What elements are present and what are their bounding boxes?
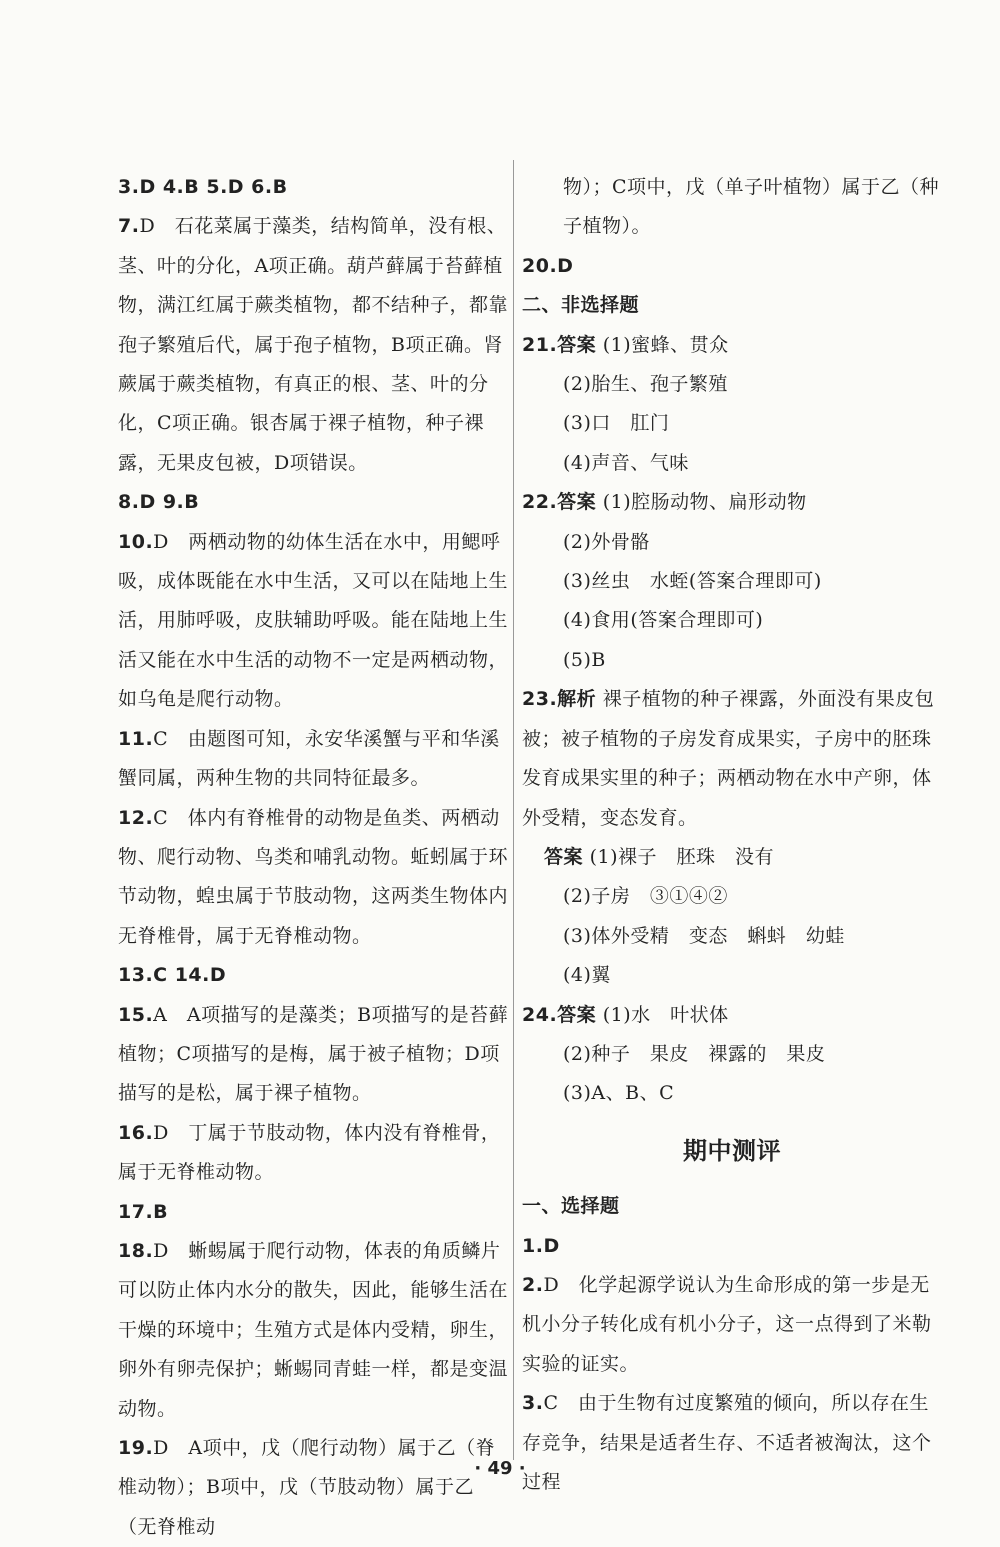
answer-line-3-6: 3.D 4.B 5.D 6.B [118,176,288,198]
answer-24: 24.答案 (1)水 叶状体 [522,1003,729,1026]
answer-20: 20.D [522,254,574,277]
answer-17: 17.B [118,1200,169,1223]
right-column [522,168,942,1502]
answer-22-line: (4)食用(答案合理即可) [563,609,764,632]
answer-21: 21.答案 (1)蜜蜂、贯众 [522,333,729,356]
left-column [118,168,510,1547]
midterm-answer-3: 3.C 由于生物有过度繁殖的倾向，所以存在生存竞争，结果是适者生存、不适者被淘汰，这个过程 [522,1392,932,1493]
section-non-choice: 二、非选择题 [522,294,640,317]
answer-19-continued: 物）；C项中，戊（单子叶植物）属于乙（种子植物）。 [563,176,940,238]
answer-15: 15.A A项描写的是藻类；B项描写的是苔藓植物；C项描写的是梅，属于被子植物；D项描写的是松，属于裸子植物。 [118,1003,509,1105]
answer-23-analysis: 23.解析 裸子植物的种子裸露，外面没有果皮包被；被子植物的子房发育成果实，子房中的胚珠发育成果实里的种子；两栖动物在水中产卵，体外受精，变态发育。 [522,688,935,829]
answer-19: 19.D A项中，戊（爬行动物）属于乙（脊椎动物）；B项中，戊（节肢动物）属于乙（无脊椎动 [118,1437,496,1538]
answer-23: 答案 (1)裸子 胚珠 没有 [544,845,774,868]
answer-line-8-9: 8.D 9.B [118,491,200,514]
midterm-title: 期中测评 [683,1136,781,1165]
answer-24-line: (3)A、B、C [563,1082,675,1105]
answer-22-line: (3)丝虫 水蛭(答案合理即可) [563,570,822,593]
midterm-answer-1: 1.D [522,1234,560,1257]
answer-21-line: (4)声音、气味 [563,451,689,474]
answer-16: 16.D 丁属于节肢动物，体内没有脊椎骨，属于无脊椎动物。 [118,1121,501,1184]
answer-23-line: (4)翼 [563,964,611,987]
section-choice: 一、选择题 [522,1195,620,1218]
answer-22-line: (2)外骨骼 [563,530,650,553]
page-number: · 49 · [474,1458,526,1479]
answer-12: 12.C 体内有脊椎骨的动物是鱼类、两栖动物、爬行动物、鸟类和哺乳动物。蚯蚓属于环节动物，蝗虫属于节肢动物，这两类生物体内无脊椎骨，属于无脊椎动物。 [118,806,509,947]
answer-22: 22.答案 (1)腔肠动物、扁形动物 [522,491,807,514]
answer-24-line: (2)种子 果皮 裸露的 果皮 [563,1042,826,1065]
answer-10: 10.D 两栖动物的幼体生活在水中，用鳃呼吸，成体既能在水中生活，又可以在陆地上生活，用肺呼吸，皮肤辅助呼吸。能在陆地上生活又能在水中生活的动物不一定是两栖动物，如乌龟是爬行动物。 [118,530,509,711]
column-divider [513,160,514,1460]
answer-21-line: (3)口 肛门 [563,412,670,435]
midterm-answer-2: 2.D 化学起源学说认为生命形成的第一步是无机小分子转化成有机小分子，这一点得到了米勒实验的证实。 [522,1273,932,1375]
answer-23-line: (2)子房 ③①④② [563,885,728,908]
answer-11: 11.C 由题图可知，永安华溪蟹与平和华溪蟹同属，两种生物的共同特征最多。 [118,727,500,790]
answer-22-line: (5)B [563,648,606,671]
answer-7: 7.D 石花菜属于藻类，结构简单，没有根、茎、叶的分化，A项正确。葫芦藓属于苔藓植物，满江红属于蕨类植物，都不结种子，都靠孢子繁殖后代，属于孢子植物，B项正确。肾蕨属于蕨类植物，有真正的根、茎、叶的分化，C项正确。银杏属于裸子植物，种子裸露，无果皮包被，D项错误。 [118,215,509,474]
answer-line-13-14: 13.C 14.D [118,964,227,987]
answer-18: 18.D 蜥蜴属于爬行动物，体表的角质鳞片可以防止体内水分的散失，因此，能够生活在干燥的环境中；生殖方式是体内受精，卵生，卵外有卵壳保护；蜥蜴同青蛙一样，都是变温动物。 [118,1239,509,1420]
answer-21-line: (2)胎生、孢子繁殖 [563,373,728,396]
answer-23-line: (3)体外受精 变态 蝌蚪 幼蛙 [563,924,845,947]
